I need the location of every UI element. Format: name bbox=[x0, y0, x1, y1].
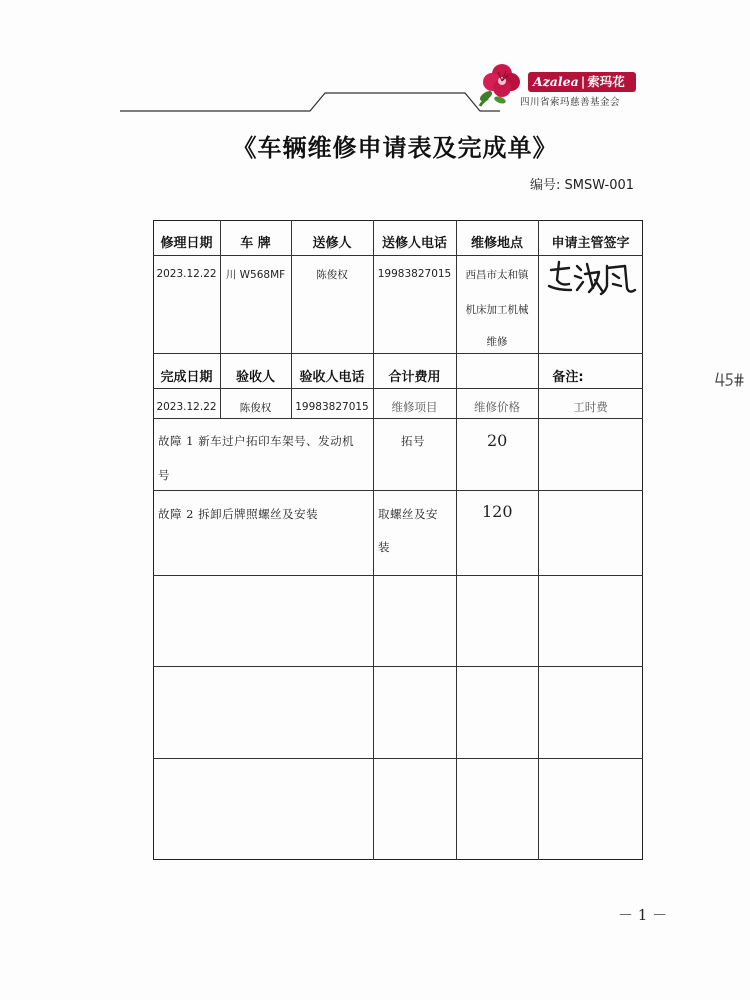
header-repair-date: 修理日期 bbox=[160, 235, 213, 251]
fault-1-item: 拓号 bbox=[401, 434, 425, 448]
repair-form-table bbox=[153, 220, 643, 860]
header-supervisor-signature: 申请主管签字 bbox=[551, 235, 630, 251]
inspector-phone-value: 19983827015 bbox=[295, 401, 369, 413]
table-rule bbox=[373, 220, 374, 860]
table-rule bbox=[153, 666, 643, 667]
table-rule bbox=[153, 388, 643, 389]
sender-value: 陈俊权 bbox=[316, 268, 348, 281]
header-rule bbox=[120, 88, 500, 118]
header-total-cost: 合计费用 bbox=[388, 369, 441, 385]
logo-org-name: 四川省索玛慈善基金会 bbox=[520, 97, 621, 108]
location-line-3: 维修 bbox=[486, 335, 508, 348]
header-blank bbox=[456, 362, 538, 388]
completion-date-value: 2023.12.22 bbox=[156, 401, 217, 413]
table-rule bbox=[153, 490, 643, 491]
foundation-logo bbox=[478, 58, 638, 108]
logo-banner: Azalea | 索玛花 bbox=[528, 72, 636, 92]
header-inspector: 验收人 bbox=[235, 369, 275, 385]
page-title: 《车辆维修申请表及完成单》 bbox=[232, 133, 558, 162]
header-completion-date: 完成日期 bbox=[160, 369, 213, 385]
page-number: － 1 － bbox=[618, 906, 668, 924]
labor-fee-header: 工时费 bbox=[573, 400, 608, 414]
handwritten-signature-icon bbox=[543, 256, 638, 306]
table-rule bbox=[153, 353, 643, 354]
header-sender-phone: 送修人电话 bbox=[381, 235, 447, 251]
table-rule bbox=[153, 418, 643, 419]
header-remarks: 备注: bbox=[552, 369, 584, 385]
fault-2-price: 120 bbox=[482, 502, 513, 521]
header-plate: 车 牌 bbox=[240, 235, 271, 251]
table-rule bbox=[153, 758, 643, 759]
document-number: 编号: SMSW-001 bbox=[530, 178, 635, 193]
header-inspector-phone: 验收人电话 bbox=[299, 369, 365, 385]
sender-phone-value: 19983827015 bbox=[377, 268, 452, 280]
fault-2-item-line-2: 装 bbox=[378, 540, 390, 554]
location-line-2: 机床加工机械 bbox=[465, 303, 529, 316]
fault-1-desc-line-2: 号 bbox=[158, 468, 170, 482]
fault-1-price: 20 bbox=[487, 431, 508, 450]
table-rule bbox=[153, 575, 643, 576]
repair-price-header: 维修价格 bbox=[474, 400, 520, 414]
header-sender: 送修人 bbox=[312, 235, 352, 251]
repair-date-value: 2023.12.22 bbox=[156, 268, 217, 280]
plate-value: 川 W568MF bbox=[225, 268, 286, 281]
margin-handwritten-note-icon bbox=[714, 370, 744, 390]
fault-1-desc-line-1: 故障 1 新车过户拓印车架号、发动机 bbox=[158, 434, 355, 448]
logo-brand-cn: 索玛花 bbox=[587, 74, 625, 89]
fault-2-desc-line-1: 故障 2 拆卸后牌照螺丝及安装 bbox=[158, 507, 319, 521]
table-rule bbox=[538, 220, 539, 860]
repair-item-header: 维修项目 bbox=[391, 400, 438, 414]
inspector-value: 陈俊权 bbox=[239, 401, 272, 414]
header-location: 维修地点 bbox=[470, 235, 523, 251]
location-line-1: 西昌市太和镇 bbox=[465, 268, 529, 281]
logo-brand-en: Azalea bbox=[533, 74, 579, 89]
fault-2-item-line-1: 取螺丝及安 bbox=[378, 507, 438, 521]
